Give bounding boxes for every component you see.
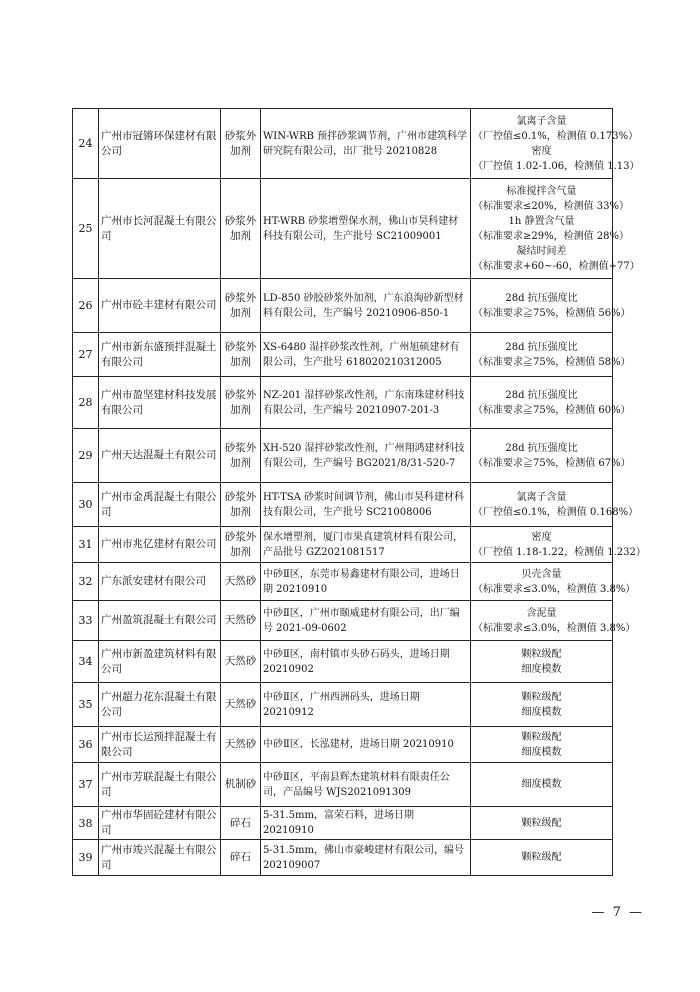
failed-items xyxy=(471,840,613,876)
failed-item-line: （标准要求≥29%，检测值 28%） xyxy=(473,230,630,242)
table-row xyxy=(73,109,613,179)
table-row xyxy=(73,683,613,727)
product-type: 天然砂 xyxy=(221,563,261,601)
product-description: 5-31.5mm，富荣石料，进场日期 20210910 xyxy=(261,807,471,840)
row-number: 33 xyxy=(73,601,99,641)
failed-item-line: （标准要求≧75%，检测值 56%） xyxy=(473,307,631,319)
product-type: 碎石 xyxy=(221,807,261,840)
product-type: 砂浆外加剂 xyxy=(221,109,261,179)
company-name: 广州市竣兴混凝土有限公司 xyxy=(99,840,221,876)
failed-items xyxy=(471,483,639,527)
failed-items xyxy=(471,377,631,429)
company-name: 广州市盈坚建材科技发展有限公司 xyxy=(99,377,221,429)
failed-item-line: （厂控值 1.18-1.22，检测值 1.232） xyxy=(473,546,646,558)
failed-item-line: 氯离子含量 xyxy=(516,115,567,127)
product-type: 机制砂 xyxy=(221,763,261,807)
product-description: 中砂Ⅱ区，平南县辉杰建筑材料有限责任公司，产品编号 WJS2021091309 xyxy=(261,763,471,807)
failed-item-line: （标准要求≤3.0%，检测值 3.8%） xyxy=(473,622,636,634)
failed-item-line: （厂控值≤0.1%，检测值 0.168%） xyxy=(473,506,639,518)
row-number: 34 xyxy=(73,641,99,683)
product-type: 天然砂 xyxy=(221,601,261,641)
row-number: 38 xyxy=(73,807,99,840)
failed-item-line: 细度模数 xyxy=(521,706,562,718)
failed-items xyxy=(471,641,613,683)
failed-item-line: （标准要求+60~-60，检测值+77） xyxy=(473,260,640,272)
failed-item-line: （厂控值≤0.1%，检测值 0.173%） xyxy=(473,130,639,142)
company-name: 广州市华固砼建材有限公司 xyxy=(99,807,221,840)
failed-item-line: （标准要求≧75%，检测值 58%） xyxy=(473,356,631,368)
company-name: 广州市新盈建筑材料有限公司 xyxy=(99,641,221,683)
product-type: 砂浆外加剂 xyxy=(221,483,261,527)
product-description: 中砂Ⅱ区，长泓建材，进场日期 20210910 xyxy=(261,727,471,763)
product-description: 中砂Ⅱ区，东莞市易鑫建材有限公司，进场日期 20210910 xyxy=(261,563,471,601)
row-number: 29 xyxy=(73,429,99,483)
company-name: 广州市长河混凝土有限公司 xyxy=(99,179,221,279)
failed-items xyxy=(471,807,613,840)
product-description: XH-520 湿拌砂浆改性剂，广州翔鸿建材科技有限公司，生产编号 BG2021/8/31-520-7 xyxy=(261,429,471,483)
failed-item-line: 氯离子含量 xyxy=(516,491,567,503)
table-row xyxy=(73,840,613,876)
product-type: 天然砂 xyxy=(221,683,261,727)
product-description: HT-TSA 砂浆时间调节剂，佛山市昊科建材科技有限公司，生产批号 SC21008006 xyxy=(261,483,471,527)
failed-items xyxy=(471,727,613,763)
row-number: 36 xyxy=(73,727,99,763)
failed-item-line: 细度模数 xyxy=(521,779,562,790)
company-name: 广州市冠锵环保建材有限公司 xyxy=(99,109,221,179)
row-number: 28 xyxy=(73,377,99,429)
company-name: 广州市金禹混凝土有限公司 xyxy=(99,483,221,527)
row-number: 32 xyxy=(73,563,99,601)
table-row xyxy=(73,727,613,763)
failed-item-line: 28d 抗压强度比 xyxy=(505,389,578,401)
product-description: HT-WRB 砂浆增塑保水剂，佛山市昊科建材科技有限公司，生产批号 SC21009001 xyxy=(261,179,471,279)
product-type: 砂浆外加剂 xyxy=(221,279,261,333)
failed-item-line: （标准要求≤20%，检测值 33%） xyxy=(473,200,630,212)
product-type: 天然砂 xyxy=(221,727,261,763)
row-number: 35 xyxy=(73,683,99,727)
product-description: NZ-201 湿拌砂浆改性剂，广东南珠建材科技有限公司，生产编号 20210907-201-3 xyxy=(261,377,471,429)
failed-item-line: （标准要求≧75%，检测值 60%） xyxy=(473,404,631,416)
company-name: 广州天达混凝土有限公司 xyxy=(99,429,221,483)
table-row xyxy=(73,601,613,641)
product-description: XS-6480 湿拌砂浆改性剂，广州旭硕建材有限公司，生产批号 618020210312005 xyxy=(261,333,471,377)
company-name: 广州超力花东混凝土有限公司 xyxy=(99,683,221,727)
failed-item-line: （标准要求≧75%，检测值 67%） xyxy=(473,457,631,469)
table-row xyxy=(73,179,613,279)
failed-items xyxy=(471,527,646,563)
product-description: 中砂Ⅱ区，广州西洲码头，进场日期 20210912 xyxy=(261,683,471,727)
failed-items xyxy=(471,563,636,601)
failed-item-line: 细度模数 xyxy=(521,663,562,675)
failed-items xyxy=(471,179,640,279)
company-name: 广州市兆亿建材有限公司 xyxy=(99,527,221,563)
failed-item-line: 颗粒级配 xyxy=(521,691,562,703)
failed-item-line: 颗粒级配 xyxy=(521,817,562,829)
company-name: 广州盈筑混凝土有限公司 xyxy=(99,601,221,641)
row-number: 30 xyxy=(73,483,99,527)
failed-item-line: 28d 抗压强度比 xyxy=(505,292,578,304)
product-type: 砂浆外加剂 xyxy=(221,377,261,429)
row-number: 25 xyxy=(73,179,99,279)
product-type: 砂浆外加剂 xyxy=(221,429,261,483)
company-name: 广州市砼丰建材有限公司 xyxy=(99,279,221,333)
page-number: — 7 — xyxy=(591,905,644,920)
failed-item-line: 颗粒级配 xyxy=(521,648,562,660)
failed-item-line: 28d 抗压强度比 xyxy=(505,341,578,353)
product-description: 5-31.5mm，佛山市豪峻建材有限公司，编号 202109007 xyxy=(261,840,471,876)
company-name: 广州市长运预拌混凝土有限公司 xyxy=(99,727,221,763)
product-description: WIN-WRB 预拌砂浆调节剂，广州市建筑科学研究院有限公司，出厂批号 20210828 xyxy=(261,109,471,179)
failed-items xyxy=(471,763,613,807)
product-description: 中砂Ⅱ区，广州市颐威建材有限公司，出厂编号 2021-09-0602 xyxy=(261,601,471,641)
table-row xyxy=(73,807,613,840)
row-number: 27 xyxy=(73,333,99,377)
table-row xyxy=(73,377,613,429)
row-number: 31 xyxy=(73,527,99,563)
failed-items xyxy=(471,333,631,377)
failed-items xyxy=(471,601,636,641)
failed-items xyxy=(471,279,631,333)
failed-items xyxy=(471,109,640,179)
failed-item-line: 凝结时间差 xyxy=(516,245,567,257)
product-description: 保水增塑剂，厦门市果真建筑材料有限公司，产品批号 GZ2021081517 xyxy=(261,527,471,563)
table-body xyxy=(73,109,646,876)
row-number: 37 xyxy=(73,763,99,807)
failed-item-line: （厂控值 1.02-1.06，检测值 1.13） xyxy=(473,160,640,172)
table-row xyxy=(73,279,613,333)
product-type: 砂浆外加剂 xyxy=(221,527,261,563)
table-row xyxy=(73,563,613,601)
failed-items xyxy=(471,683,613,727)
table-row xyxy=(73,483,613,527)
table-row xyxy=(73,333,613,377)
failed-item-line: 28d 抗压强度比 xyxy=(505,442,578,454)
product-description: LD-850 砂胶砂浆外加剂，广东浪淘砂新型材料有限公司，生产编号 20210906-850-1 xyxy=(261,279,471,333)
failed-item-line: 1h 静置含气量 xyxy=(508,215,575,227)
row-number: 39 xyxy=(73,840,99,876)
failed-item-line: 密度 xyxy=(531,145,552,157)
product-type: 砂浆外加剂 xyxy=(221,333,261,377)
company-name: 广州市新东盛预拌混凝土有限公司 xyxy=(99,333,221,377)
row-number: 24 xyxy=(73,109,99,179)
failed-item-line: 标准搅拌含气量 xyxy=(506,185,577,197)
row-number: 26 xyxy=(73,279,99,333)
company-name: 广东派安建材有限公司 xyxy=(99,563,221,601)
table-row xyxy=(73,429,613,483)
inspection-results-table xyxy=(72,108,646,876)
failed-item-line: 颗粒级配 xyxy=(521,852,562,863)
table-row xyxy=(73,527,613,563)
failed-item-line: 密度 xyxy=(531,531,552,543)
table-row xyxy=(73,763,613,807)
product-description: 中砂Ⅱ区，南村镇市头砂石码头，进场日期 20210902 xyxy=(261,641,471,683)
failed-item-line: （标准要求≤3.0%，检测值 3.8%） xyxy=(473,583,636,595)
failed-item-line: 贝壳含量 xyxy=(521,568,562,580)
failed-item-line: 细度模数 xyxy=(521,746,562,758)
company-name: 广州市芳联混凝土有限公司 xyxy=(99,763,221,807)
product-type: 天然砂 xyxy=(221,641,261,683)
failed-items xyxy=(471,429,631,483)
failed-item-line: 含泥量 xyxy=(526,607,557,619)
failed-item-line: 颗粒级配 xyxy=(521,731,562,743)
product-type: 碎石 xyxy=(221,840,261,876)
product-type: 砂浆外加剂 xyxy=(221,179,261,279)
table-row xyxy=(73,641,613,683)
